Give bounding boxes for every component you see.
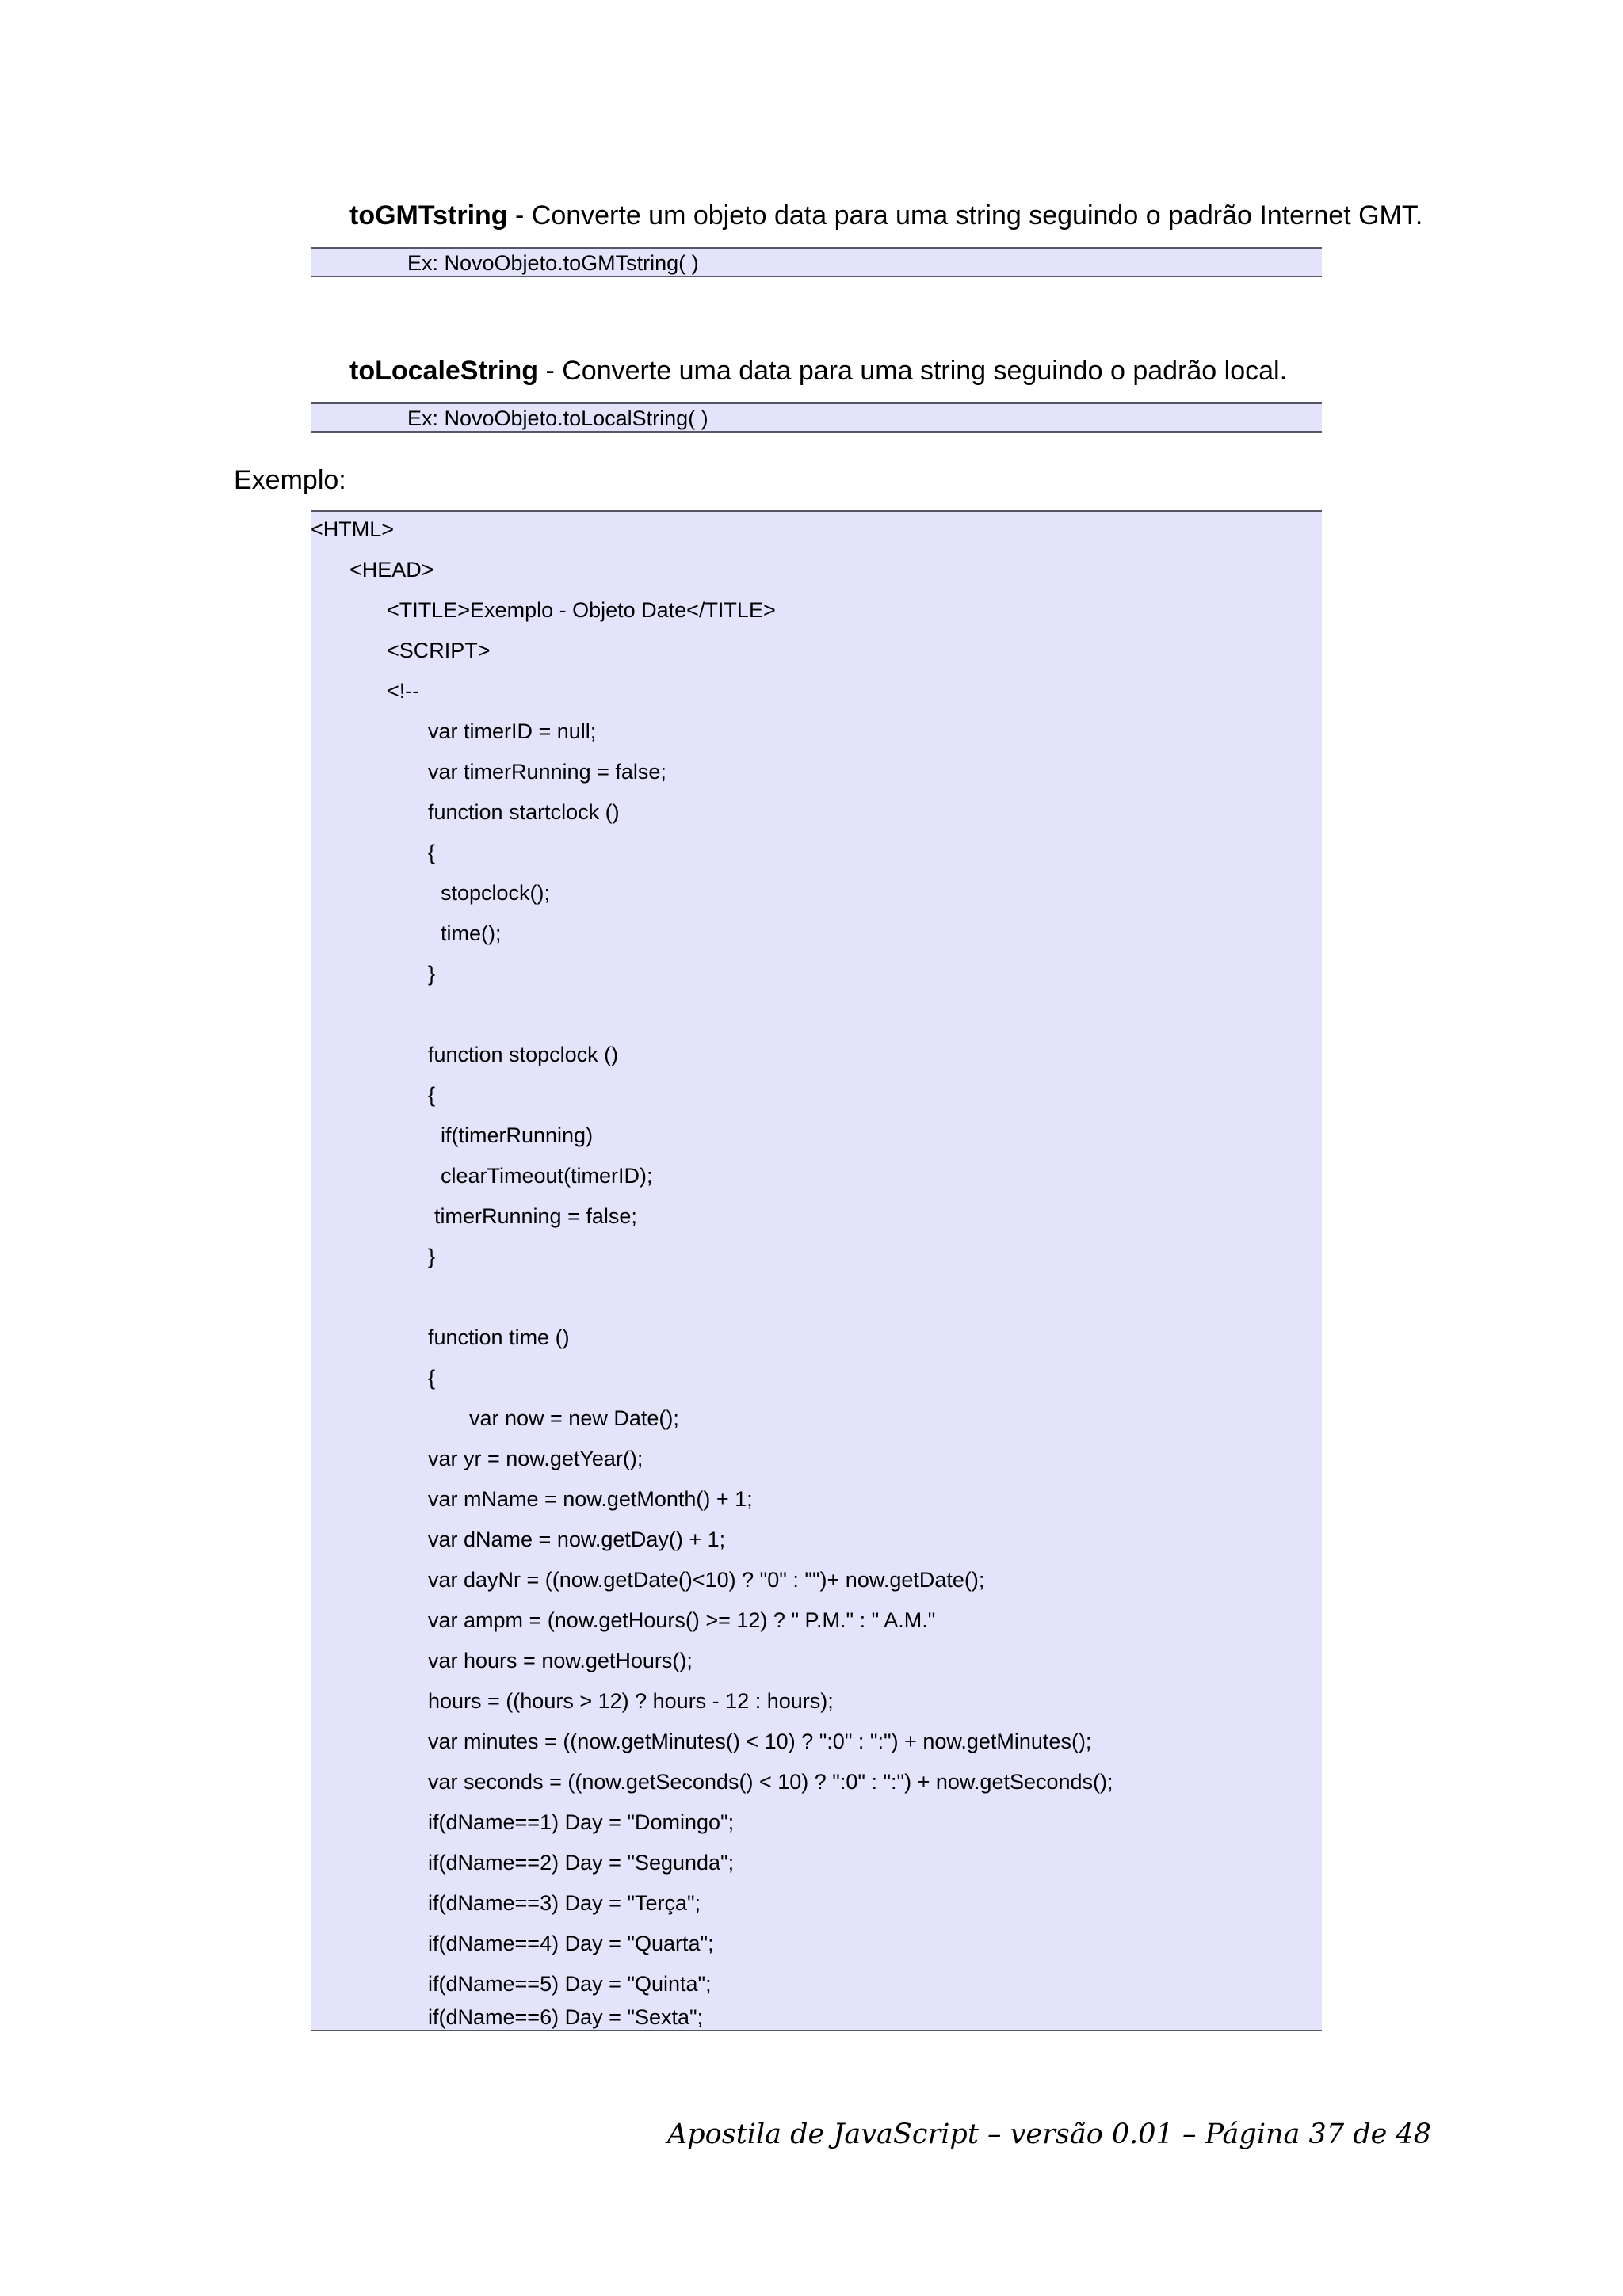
code-line: function stopclock ()	[428, 1043, 619, 1066]
code-line: var hours = now.getHours();	[428, 1649, 693, 1672]
code-line: var minutes = ((now.getMinutes() < 10) ? ":0" : ":") + now.getMinutes();	[428, 1730, 1092, 1753]
code-line: stopclock();	[441, 881, 551, 905]
code-line: <HEAD>	[349, 558, 434, 582]
section-label: Exemplo:	[234, 465, 346, 495]
method-description	[349, 198, 1423, 233]
code-line: if(dName==2) Day = "Segunda";	[428, 1851, 735, 1875]
code-line: {	[428, 1083, 436, 1107]
example-text: Ex: NovoObjeto.toGMTstring( )	[407, 251, 699, 275]
method-text: - Converte um objeto data para uma string seguindo o padrão Internet GMT.	[507, 200, 1423, 231]
code-line: <!--	[387, 679, 420, 703]
example-text: Ex: NovoObjeto.toLocalString( )	[407, 406, 708, 430]
code-line: var mName = now.getMonth() + 1;	[428, 1487, 753, 1511]
code-line: if(dName==6) Day = "Sexta";	[428, 2005, 704, 2029]
code-line: var dayNr = ((now.getDate()<10) ? "0" : "")+ now.getDate();	[428, 1568, 985, 1592]
page-footer: Apostila de JavaScript – versão 0.01 – Página 37 de 48	[666, 2119, 1431, 2150]
code-line: }	[428, 962, 436, 986]
code-line: if(timerRunning)	[441, 1123, 594, 1147]
code-line: if(dName==5) Day = "Quinta";	[428, 1972, 712, 1996]
code-line: var now = new Date();	[469, 1406, 679, 1430]
code-line: if(dName==3) Day = "Terça";	[428, 1891, 701, 1915]
code-line: <TITLE>Exemplo - Objeto Date</TITLE>	[387, 598, 776, 622]
example-box	[311, 402, 1322, 433]
code-line: time();	[441, 921, 502, 945]
code-line: var dName = now.getDay() + 1;	[428, 1527, 726, 1551]
code-line: {	[428, 841, 436, 864]
code-line: timerRunning = false;	[434, 1204, 637, 1228]
code-listing	[311, 510, 1322, 2031]
code-line: var yr = now.getYear();	[428, 1447, 643, 1470]
code-line: function time ()	[428, 1325, 570, 1349]
code-line: if(dName==1) Day = "Domingo";	[428, 1810, 735, 1834]
method-description	[349, 353, 1287, 388]
method-text: - Converte uma data para uma string seguindo o padrão local.	[538, 356, 1288, 386]
code-line: var timerID = null;	[428, 719, 597, 743]
example-box	[311, 247, 1322, 277]
code-line: var timerRunning = false;	[428, 760, 666, 784]
method-name: toGMTstring	[349, 200, 508, 231]
code-line: if(dName==4) Day = "Quarta";	[428, 1932, 714, 1955]
method-name: toLocaleString	[349, 356, 539, 386]
code-line: var seconds = ((now.getSeconds() < 10) ? ":0" : ":") + now.getSeconds();	[428, 1770, 1113, 1794]
code-line: clearTimeout(timerID);	[441, 1164, 653, 1188]
code-line: hours = ((hours > 12) ? hours - 12 : hours);	[428, 1689, 834, 1713]
code-line: var ampm = (now.getHours() >= 12) ? " P.M." : " A.M."	[428, 1608, 936, 1632]
code-line: {	[428, 1366, 436, 1390]
code-line: <SCRIPT>	[387, 639, 491, 662]
code-line: <HTML>	[311, 517, 395, 541]
code-line: function startclock ()	[428, 800, 620, 824]
code-line: }	[428, 1245, 436, 1268]
